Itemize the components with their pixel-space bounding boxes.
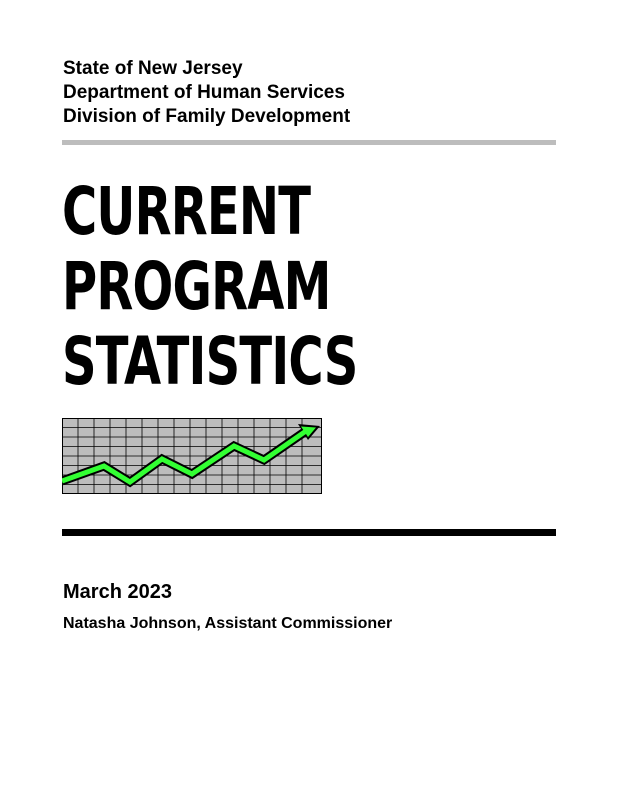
report-author: Natasha Johnson, Assistant Commissioner [63,615,393,632]
title-line-current: CURRENT [62,173,311,251]
report-date: March 2023 [63,581,172,603]
title-line-program: PROGRAM [62,248,331,326]
upward-trend-chart-icon [62,418,322,494]
section-divider [62,529,556,536]
header-division: Division of Family Development [63,106,351,127]
title-line-statistics: STATISTICS [62,323,358,401]
header-department: Department of Human Services [63,82,345,103]
header-state: State of New Jersey [63,58,243,79]
header-divider [62,140,556,145]
